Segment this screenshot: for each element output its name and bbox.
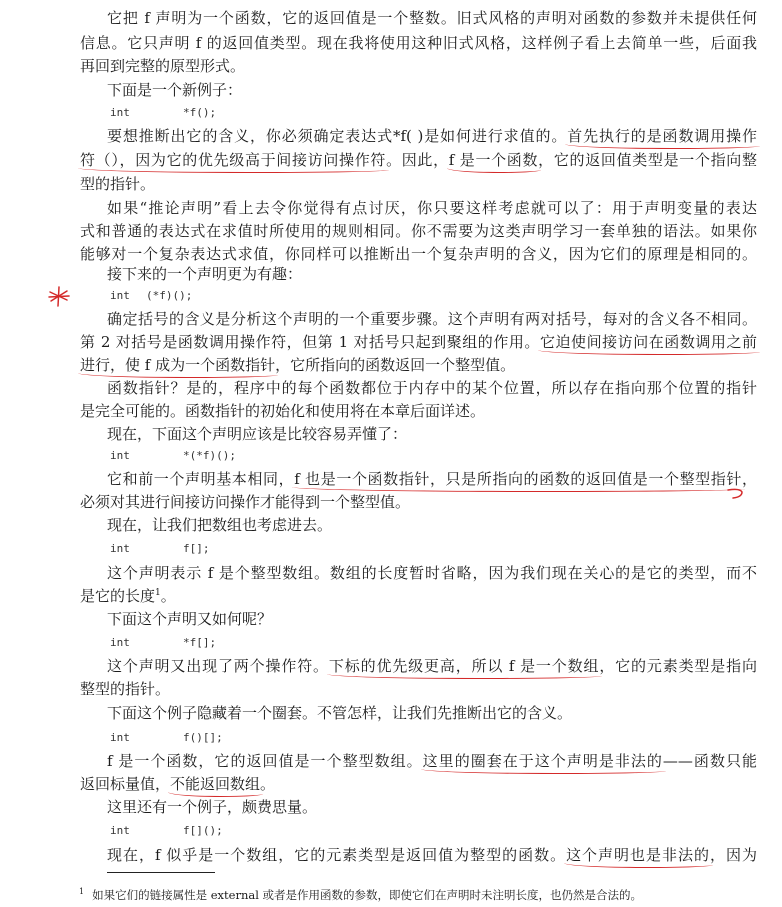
text-line: 它把 f 声明为一个函数，它的返回值是一个整数。旧式风格的声明对函数的参数并未提供任何	[107, 9, 757, 27]
text-line	[107, 751, 757, 771]
text-line: 这个声明表示 f 是个整型数组。数组的长度暂时省略，因为我们现在关心的是它的类型，而不	[107, 564, 757, 582]
text-line: 确定括号的含义是分析这个声明的一个重要步骤。这个声明有两对括号，每对的含义各不相同。	[107, 310, 757, 328]
underlined-text: f 也是一个函数指针，只是所指向的函数的返回值是一个整型指针	[294, 470, 742, 488]
text-line: 现在，让我们把数组也考虑进去。	[107, 516, 333, 534]
code-declarator: (*f)();	[146, 289, 193, 302]
code-declarator: *(*f)();	[183, 449, 236, 462]
line-text: ——函数只能	[662, 752, 757, 770]
code-line	[0, 633, 782, 653]
code-line	[0, 821, 782, 841]
underlined-text: 这个声明也是非法的	[566, 846, 710, 864]
text-line: 整型的指针。	[80, 680, 171, 698]
line-text: 第 2 对括号是函数调用操作符，但第 1 对括号只起到聚组的作用。	[80, 333, 540, 351]
underlined-text: 符（），因为它的优先级高于间接访问操作符	[80, 151, 387, 169]
text-line	[80, 355, 515, 375]
code-line	[0, 286, 782, 306]
footnote	[79, 886, 642, 904]
footnote-text: 如果它们的链接属性是 external 或者是作用函数的参数，即使它们在声明时未注明长度，也仍然是合法的。	[92, 888, 643, 902]
footnote-reference: 1	[155, 588, 161, 598]
underlined-text: 首先执行的是函数调用操作	[567, 127, 757, 145]
code-line	[0, 539, 782, 559]
code-declarator: f()[];	[183, 731, 223, 744]
underlined-text: 这里的圈套在于这个声明是非法的	[422, 752, 663, 770]
text-line	[107, 656, 757, 676]
line-text: 现在，f 似乎是一个数组，它的元素类型是返回值为整型的函数。	[107, 846, 567, 864]
line-text: ，它的元素类型是指向	[599, 657, 757, 675]
code-type: int	[110, 449, 130, 462]
text-line: 必须对其进行间接访问操作才能得到一个整型值。	[80, 493, 411, 511]
code-type: int	[110, 106, 130, 119]
code-type: int	[110, 824, 130, 837]
line-text: 要想推断出它的含义，你必须确定表达式*f( )是如何进行求值的。	[107, 127, 568, 145]
line-text: ，它的返回值类型是一个指向整	[538, 151, 757, 169]
underlined-text: 不能返回数组	[170, 775, 261, 793]
line-text: f 是一个函数，它的返回值是一个整型数组。	[107, 752, 423, 770]
text-line: 信息。它只声明 f 的返回值类型。现在我将使用这种旧式风格，这样例子看上去简单一些，后面我	[80, 34, 757, 52]
text-line	[107, 845, 757, 865]
line-text: ，	[741, 470, 757, 488]
code-type: int	[110, 636, 130, 649]
code-line	[0, 728, 782, 748]
code-declarator: f[]();	[183, 824, 223, 837]
text-line: 型的指针。	[80, 175, 156, 193]
text-line: 接下来的一个声明更为有趣：	[107, 265, 303, 283]
text-line: 能够对一个复杂表达式求值，你同样可以推断出一个复杂声明的含义，因为它们的原理是相同的。	[80, 245, 757, 263]
code-line	[0, 103, 782, 123]
text-line: 下面这个声明又如何呢？	[107, 610, 273, 628]
underlined-text: f 是一个函数	[448, 151, 539, 169]
line-text: 。因此，	[386, 151, 449, 169]
text-line: 再回到完整的原型形式。	[80, 57, 246, 75]
text-line: 下面是一个新例子：	[107, 81, 243, 99]
text-line: 是完全可能的。函数指针的初始化和使用将在本章后面详述。	[80, 402, 486, 420]
line-text: ，因为	[709, 846, 757, 864]
text-line	[107, 126, 757, 146]
text-line	[80, 774, 275, 794]
underlined-text: 下标的优先级更高，所以 f 是一个数组	[328, 657, 600, 675]
text-line: 现在，下面这个声明应该是比较容易弄懂了：	[107, 425, 408, 443]
underlined-text: 它迫使间接访问在函数调用之前	[539, 333, 757, 351]
text-line: 如果“推论声明”看上去令你觉得有点讨厌，你只要这样考虑就可以了：用于声明变量的表达	[107, 199, 757, 217]
code-type: int	[110, 542, 130, 555]
code-declarator: f[];	[183, 542, 210, 555]
text-line: 下面这个例子隐藏着一个圈套。不管怎样，让我们先推断出它的含义。	[107, 704, 573, 722]
code-declarator: *f();	[183, 106, 217, 119]
text-line	[107, 469, 757, 489]
text-line	[80, 150, 757, 170]
line-text: 这个声明又出现了两个操作符。	[107, 657, 329, 675]
line-text: 。	[260, 775, 276, 793]
code-declarator: *f[];	[183, 636, 217, 649]
line-text: ，它所指向的函数返回一个整型值。	[275, 356, 516, 374]
text-line	[80, 586, 176, 606]
code-type: int	[110, 731, 130, 744]
text-line: 这里还有一个例子，颇费思量。	[107, 798, 318, 816]
line-text: 它和前一个声明基本相同，	[107, 470, 295, 488]
text-line	[80, 332, 757, 352]
underlined-text: 进行，使 f 成为一个函数指针	[80, 356, 276, 374]
text-line: 函数指针？是的，程序中的每个函数都位于内存中的某个位置，所以存在指向那个位置的指针	[107, 379, 757, 397]
underline-hook-mark	[727, 482, 749, 504]
line-text: 是它的长度	[80, 587, 156, 605]
footnote-divider	[107, 872, 215, 873]
code-line	[0, 446, 782, 466]
line-text: 。	[160, 587, 176, 605]
text-line: 式和普通的表达式在求值时所使用的规则相同。你不需要为这类声明学习一套单独的语法。如果你	[80, 222, 757, 240]
footnote-mark: 1	[79, 887, 85, 897]
code-type: int	[110, 289, 130, 302]
line-text: 返回标量值，	[80, 775, 171, 793]
